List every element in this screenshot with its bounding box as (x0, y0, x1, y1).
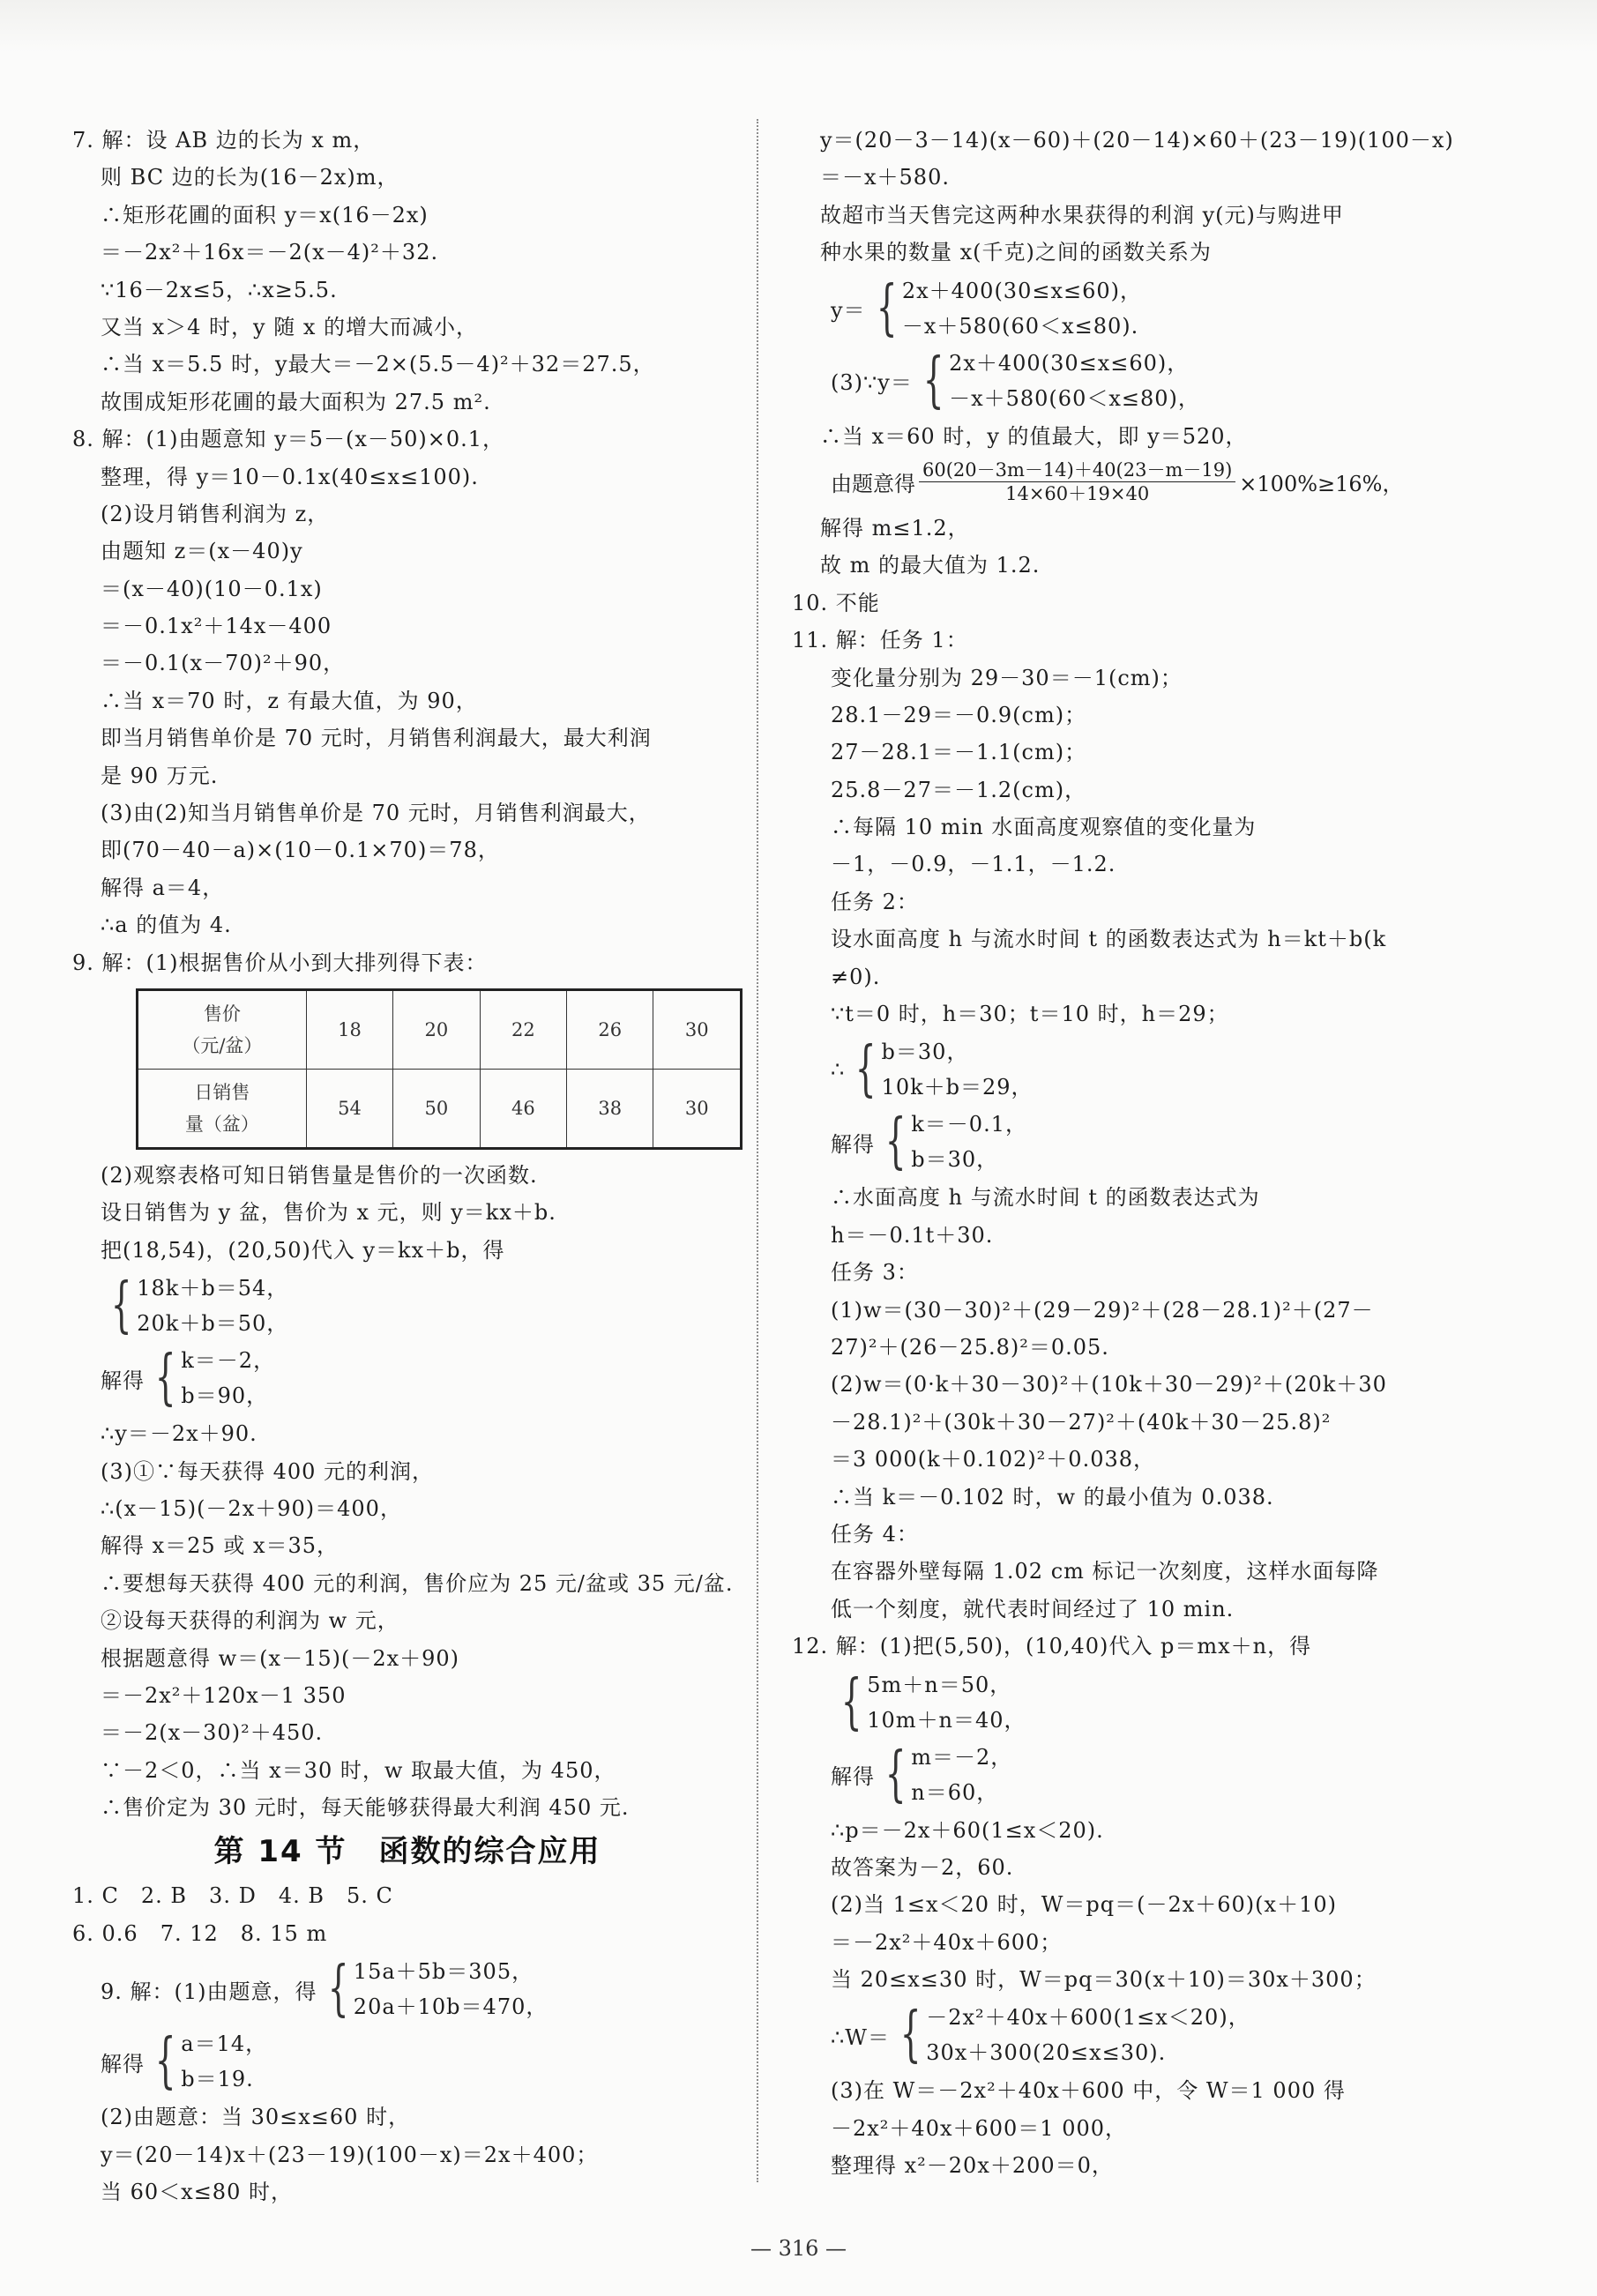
system-row: 10m＋n＝40， (867, 1707, 1026, 1733)
system-row: b＝19. (181, 2067, 254, 2092)
solution-line: ②设每天获得的利润为 w 元， (101, 1608, 399, 1634)
solution-line: ＝－2(x－30)²＋450. (101, 1720, 324, 1746)
table-cell: 22 (480, 989, 566, 1069)
scan-top-shade (0, 0, 1597, 53)
solution-line: (2)设月销售利润为 z， (101, 501, 330, 526)
price-sales-table (136, 988, 743, 1150)
solution-line: 11. 解：任务 1： (792, 628, 968, 653)
system-row: a＝14， (181, 2031, 268, 2057)
solution-line: ∴当 x＝5.5 时，y最大＝－2×(5.5－4)²＋32＝27.5， (101, 352, 655, 377)
system-row: 2x＋400(30≤x≤60)， (949, 350, 1190, 376)
table-cell: 50 (393, 1069, 480, 1148)
solution-line: ∴水面高度 h 与流水时间 t 的函数表达式为 (831, 1185, 1260, 1211)
system-rows (137, 1271, 288, 1341)
system-prefix: 9. 解：(1)由题意，得 (101, 1979, 317, 2004)
system-prefix: 解得 (101, 2051, 145, 2076)
solution-line: ＝3 000(k＋0.102)²＋0.038， (831, 1447, 1156, 1472)
solution-line: (2)观察表格可知日销售量是售价的一次函数. (101, 1162, 538, 1188)
table-cell: 20 (393, 989, 480, 1069)
solution-line: (3)在 W＝－2x²＋40x＋600 中，令 W＝1 000 得 (831, 2078, 1346, 2104)
left-brace: { (855, 1034, 877, 1105)
system-rows (911, 1107, 1027, 1177)
left-brace: { (327, 1954, 349, 2024)
right-column (792, 122, 1454, 2185)
system-row: b＝90， (181, 1383, 269, 1409)
table-cell: 30 (653, 989, 742, 1069)
solution-line: ∴当 k＝－0.102 时，w 的最小值为 0.038. (831, 1484, 1274, 1510)
left-column (72, 122, 743, 2210)
solution-line: ＝－0.1x²＋14x－400 (101, 614, 332, 639)
solution-line: 10. 不能 (792, 590, 880, 615)
system-row: 2x＋400(30≤x≤60)， (901, 278, 1142, 303)
solution-line: 根据题意得 w＝(x－15)(－2x＋90) (101, 1645, 460, 1671)
solution-line: y＝(20－3－14)(x－60)＋(20－14)×60＋(23－19)(100－x) (820, 128, 1454, 153)
equation-system (792, 1667, 1436, 1738)
solution-line: 当 20≤x≤30 时，W＝pq＝30(x＋10)＝30x＋300； (831, 1967, 1377, 1993)
system-row: －x＋580(60＜x≤80)， (949, 385, 1200, 411)
system-row: k＝－2， (181, 1348, 276, 1374)
solution-line: 整理得 x²－20x＋200＝0， (831, 2153, 1114, 2179)
equation-system (792, 273, 1436, 344)
left-brace: { (884, 1739, 907, 1809)
solution-line: 1. C 2. B 3. D 4. B 5. C (72, 1883, 393, 1909)
table-cell: 26 (567, 989, 653, 1069)
column-divider (757, 119, 758, 2182)
system-prefix: 解得 (831, 1131, 875, 1157)
solution-line: 是 90 万元. (101, 763, 219, 788)
equation-system (792, 1107, 1436, 1177)
solution-line: 故围成矩形花圃的最大面积为 27.5 m². (101, 389, 491, 414)
solution-line: 设日销售为 y 盆，售价为 x 元，则 y＝kx＋b. (101, 1200, 556, 1226)
solution-line: ∵16－2x≤5，∴x≥5.5. (101, 277, 338, 302)
solution-line: 任务 4： (831, 1521, 919, 1547)
solution-line: －1，－0.9，－1.1，－1.2. (831, 852, 1116, 877)
table-row (138, 989, 742, 1069)
solution-line: 即当月销售单价是 70 元时，月销售利润最大，最大利润 (101, 726, 652, 751)
solution-line: 7. 解：设 AB 边的长为 x m， (72, 128, 376, 153)
solution-line: (3)①∵每天获得 400 元的利润， (101, 1458, 435, 1484)
solution-line: y＝(20－14)x＋(23－19)(100－x)＝2x＋400； (101, 2142, 599, 2167)
solution-line: ＝－2x²＋40x＋600； (831, 1929, 1063, 1955)
solution-line: 又当 x＞4 时，y 随 x 的增大而减小， (101, 314, 479, 339)
solution-line: 即(70－40－a)×(10－0.1×70)＝78， (101, 838, 500, 863)
header-text: 日销售 (194, 1081, 250, 1103)
header-text: 量（盆） (184, 1113, 259, 1135)
system-row: 5m＋n＝50， (867, 1672, 1012, 1697)
solution-line: ∴a 的值为 4. (101, 913, 232, 938)
left-brace: { (876, 272, 898, 343)
solution-line: ∴售价定为 30 元时，每天能够获得最大利润 450 元. (101, 1795, 630, 1821)
denominator: 14×60＋19×40 (1005, 483, 1150, 505)
solution-line: ∵－2＜0，∴当 x＝30 时，w 取最大值，为 450， (101, 1757, 616, 1783)
left-brace: { (899, 2000, 922, 2070)
solution-line: 任务 3： (831, 1260, 919, 1286)
equation-system (792, 346, 1436, 416)
fraction-suffix: ×100%≥16%， (1239, 472, 1404, 497)
solution-line: 25.8－27＝－1.2(cm)， (831, 777, 1087, 802)
system-rows (867, 1667, 1026, 1738)
solution-line: (2)由题意：当 30≤x≤60 时， (101, 2105, 411, 2130)
solution-line: 则 BC 边的长为(16－2x)m， (101, 165, 399, 190)
solution-line: ∴要想每天获得 400 元的利润，售价应为 25 元/盆或 35 元/盆. (101, 1570, 734, 1596)
system-rows (181, 2026, 267, 2097)
section-heading: 第 14 节 函数的综合应用 (213, 1834, 601, 1870)
system-prefix: (3)∵y＝ (831, 370, 913, 396)
solution-line: 6. 0.6 7. 12 8. 15 m (72, 1920, 328, 1946)
left-brace: { (922, 345, 944, 415)
table-row (138, 1069, 742, 1148)
table-cell: 54 (306, 1069, 392, 1148)
table-header-cell (138, 989, 307, 1069)
page-number: — 316 — (750, 2236, 847, 2261)
solution-line: 故超市当天售完这两种水果获得的利润 y(元)与购进甲 (820, 202, 1344, 227)
system-rows (949, 346, 1200, 416)
equation-system (72, 1343, 743, 1413)
solution-line: 解得 m≤1.2， (820, 515, 970, 540)
system-row: 15a＋5b＝305， (353, 1959, 534, 1985)
fraction-line (792, 455, 1436, 510)
system-rows (882, 1034, 1034, 1105)
system-rows (354, 1954, 549, 2024)
solution-line: h＝－0.1t＋30. (831, 1222, 994, 1248)
solution-line: ∴(x－15)(－2x＋90)＝400， (101, 1495, 402, 1521)
left-brace: { (884, 1107, 907, 1177)
system-rows (181, 1343, 275, 1413)
system-rows (911, 1740, 1012, 1810)
solution-line: ≠0). (831, 964, 881, 989)
system-row: 30x＋300(20≤x≤30). (926, 2040, 1167, 2066)
table-cell: 30 (653, 1069, 742, 1148)
system-prefix: 解得 (101, 1368, 145, 1393)
equation-system (792, 1740, 1436, 1810)
solution-line: (2)当 1≤x＜20 时，W＝pq＝(－2x＋60)(x＋10) (831, 1892, 1337, 1918)
solution-line: ∴当 x＝70 时，z 有最大值，为 90， (101, 688, 478, 713)
header-text: 售价 (203, 1003, 241, 1025)
numerator: 60(20－3m－14)＋40(23－m－19) (919, 458, 1235, 482)
solution-line: 28.1－29＝－0.9(cm)； (831, 702, 1087, 727)
solution-line: 解得 x＝25 或 x＝35， (101, 1533, 340, 1559)
solution-line: (1)w＝(30－30)²＋(29－29)²＋(28－28.1)²＋(27－ (831, 1297, 1374, 1323)
solution-line: ＝－x＋580. (820, 165, 950, 190)
solution-line: (3)由(2)知当月销售单价是 70 元时，月销售利润最大， (101, 801, 651, 826)
table-header-cell (138, 1069, 307, 1148)
solution-line: 8. 解：(1)由题意知 y＝5－(x－50)×0.1， (72, 427, 505, 452)
solution-line: ∵t＝0 时，h＝30；t＝10 时，h＝29； (831, 1002, 1229, 1027)
solution-line: 在容器外壁每隔 1.02 cm 标记一次刻度，这样水面每降 (831, 1559, 1379, 1584)
system-row: －2x²＋40x＋600(1≤x＜20)， (926, 2005, 1250, 2031)
system-rows (926, 2000, 1250, 2070)
solution-line: 27)²＋(26－25.8)²＝0.05. (831, 1334, 1109, 1360)
system-row: 18k＋b＝54， (137, 1276, 289, 1301)
solution-line: 变化量分别为 29－30＝－1(cm)； (831, 665, 1183, 690)
solution-line: 任务 2： (831, 889, 919, 914)
solution-line: 设水面高度 h 与流水时间 t 的函数表达式为 h＝kt＋b(k (831, 927, 1387, 952)
table-cell: 18 (306, 989, 392, 1069)
system-row: 20k＋b＝50， (137, 1311, 289, 1337)
system-row: 10k＋b＝29， (881, 1075, 1034, 1100)
system-row: b＝30， (911, 1147, 999, 1173)
equation-system (792, 2000, 1436, 2070)
system-row: b＝30， (881, 1040, 969, 1065)
solution-line: 解得 a＝4， (101, 875, 225, 900)
left-brace: { (154, 2026, 176, 2097)
solution-line: ∴p＝－2x＋60(1≤x＜20). (831, 1817, 1104, 1843)
left-brace: { (840, 1666, 862, 1737)
solution-line: ＝－0.1(x－70)²＋90， (101, 651, 346, 676)
equation-system (72, 1954, 743, 2024)
solution-line: 27－28.1＝－1.1(cm)； (831, 740, 1087, 765)
system-prefix: y＝ (831, 298, 866, 324)
solution-line: ＝(x－40)(10－0.1x) (101, 576, 323, 601)
solution-line: 9. 解：(1)根据售价从小到大排列得下表： (72, 950, 488, 975)
system-row: k＝－0.1， (911, 1112, 1027, 1137)
solution-line: 整理，得 y＝10－0.1x(40≤x≤100). (101, 464, 479, 489)
fraction (919, 458, 1235, 505)
solution-line: 12. 解：(1)把(5,50)，(10,40)代入 p＝mx＋n，得 (792, 1634, 1312, 1659)
fraction-prefix: 由题意得 (831, 472, 915, 497)
table-cell: 38 (567, 1069, 653, 1148)
system-prefix: ∴W＝ (831, 2024, 890, 2050)
solution-line: ∴y＝－2x＋90. (101, 1421, 257, 1447)
solution-line: －2x²＋40x＋600＝1 000， (831, 2115, 1128, 2141)
solution-line: 故 m 的最大值为 1.2. (820, 553, 1041, 578)
solution-line: 种水果的数量 x(千克)之间的函数关系为 (820, 240, 1212, 265)
system-row: m＝－2， (911, 1744, 1013, 1770)
solution-line: 故答案为－2，60. (831, 1854, 1014, 1880)
system-rows (902, 273, 1142, 344)
left-brace: { (110, 1271, 132, 1341)
table-cell: 46 (480, 1069, 566, 1148)
solution-line: －28.1)²＋(30k＋30－27)²＋(40k＋30－25.8)² (831, 1409, 1332, 1435)
header-text: （元/盆） (182, 1034, 263, 1056)
solution-line: ∴当 x＝60 时，y 的值最大，即 y＝520， (820, 423, 1248, 449)
solution-line: ∴矩形花圃的面积 y＝x(16－2x) (101, 202, 429, 227)
system-row: －x＋580(60＜x≤80). (901, 313, 1139, 339)
solution-line: 由题知 z＝(x－40)y (101, 539, 303, 564)
system-row: 20a＋10b＝470， (353, 1994, 549, 2020)
solution-line: ＝－2x²＋16x＝－2(x－4)²＋32. (101, 240, 439, 265)
system-row: n＝60， (911, 1779, 999, 1805)
solution-line: ＝－2x²＋120x－1 350 (101, 1682, 347, 1708)
solution-line: 把(18,54)，(20,50)代入 y＝kx＋b，得 (101, 1237, 505, 1263)
solution-line: (2)w＝(0·k＋30－30)²＋(10k＋30－29)²＋(20k＋30 (831, 1372, 1387, 1398)
equation-system (72, 1271, 743, 1341)
solution-line: 当 60＜x≤80 时， (101, 2180, 293, 2205)
system-prefix: 解得 (831, 1764, 875, 1789)
equation-system (792, 1034, 1436, 1105)
equation-system (72, 2026, 743, 2097)
left-brace: { (154, 1343, 176, 1413)
solution-line: 低一个刻度，就代表时间经过了 10 min. (831, 1596, 1235, 1621)
solution-line: ∴每隔 10 min 水面高度观察值的变化量为 (831, 815, 1257, 840)
system-prefix: ∴ (831, 1057, 846, 1083)
